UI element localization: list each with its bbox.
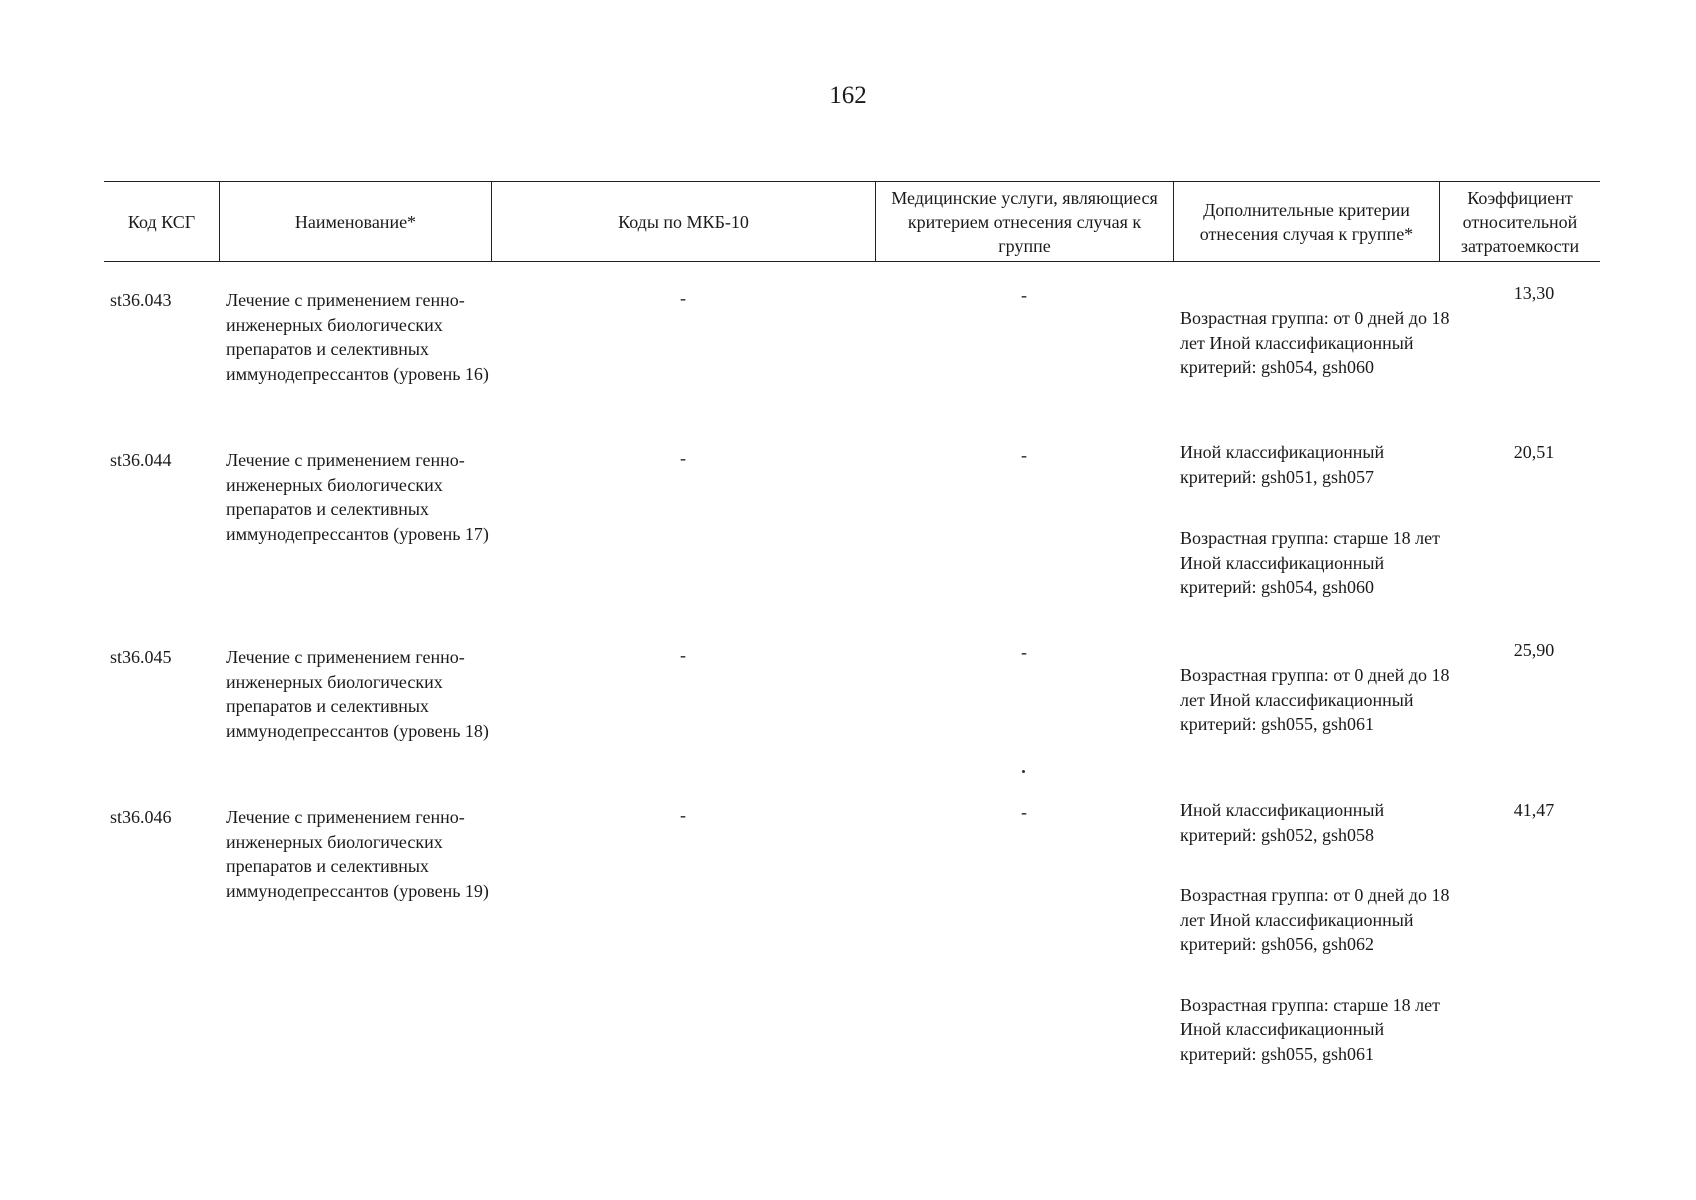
criteria-block: Иной классификационный критерий: gsh052, gsh058 (1180, 800, 1385, 845)
extra-criteria (1180, 440, 1450, 600)
ksg-code: st36.045 (110, 647, 172, 667)
mkb-codes: - (680, 288, 686, 308)
ksg-code: st36.043 (110, 290, 172, 310)
ksg-name: Лечение с применением генно-инженерных биологических препаратов и селективных иммунодепрессантов (уровень 16) (226, 290, 489, 384)
header-criteria: Дополнительные критерии отнесения случая к группе* (1174, 182, 1440, 261)
medical-services: - (1021, 285, 1027, 305)
header-mkb: Коды по МКБ-10 (492, 182, 876, 261)
header-coefficient: Коэффициент относительной затратоемкости (1460, 187, 1580, 256)
header-services: Медицинские услуги, являющиеся критерием отнесения случая к группе (876, 182, 1174, 261)
ksg-name: Лечение с применением генно-инженерных биологических препаратов и селективных иммунодепрессантов (уровень 17) (226, 450, 489, 544)
criteria-block: Иной классификационный критерий: gsh051, gsh057 (1180, 442, 1385, 487)
criteria-block: Возрастная группа: от 0 дней до 18 лет Иной классификационный критерий: gsh056, gsh062 (1180, 885, 1450, 954)
stray-mark (1022, 770, 1025, 773)
medical-services: - (1021, 445, 1027, 465)
ksg-name: Лечение с применением генно-инженерных биологических препаратов и селективных иммунодепрессантов (уровень 19) (226, 807, 489, 901)
page-number: 162 (829, 82, 867, 109)
header-code: Код КСГ (104, 182, 220, 261)
cost-coefficient: 13,30 (1513, 283, 1555, 303)
ksg-name: Лечение с применением генно-инженерных биологических препаратов и селективных иммунодепрессантов (уровень 18) (226, 647, 489, 741)
extra-criteria (1180, 306, 1450, 380)
criteria-block: Возрастная группа: старше 18 лет Иной классификационный критерий: gsh055, gsh061 (1180, 994, 1441, 1064)
cost-coefficient: 20,51 (1513, 442, 1555, 462)
mkb-codes: - (680, 645, 686, 665)
extra-criteria (1180, 663, 1450, 737)
header-name: Наименование* (220, 182, 492, 261)
ksg-code: st36.044 (110, 450, 172, 470)
criteria-block: Возрастная группа: старше 18 лет Иной классификационный критерий: gsh054, gsh060 (1180, 528, 1441, 597)
ksg-code: st36.046 (110, 807, 172, 827)
criteria-block: Возрастная группа: от 0 дней до 18 лет Иной классификационный критерий: gsh054, gsh060 (1180, 308, 1450, 377)
mkb-codes: - (680, 805, 686, 825)
cost-coefficient: 41,47 (1513, 800, 1555, 820)
table-header (104, 181, 1600, 262)
criteria-block: Возрастная группа: от 0 дней до 18 лет Иной классификационный критерий: gsh055, gsh061 (1180, 665, 1450, 734)
cost-coefficient: 25,90 (1513, 640, 1555, 660)
medical-services: - (1021, 642, 1027, 662)
mkb-codes: - (680, 448, 686, 468)
medical-services: - (1021, 802, 1027, 822)
extra-criteria (1180, 798, 1450, 1066)
